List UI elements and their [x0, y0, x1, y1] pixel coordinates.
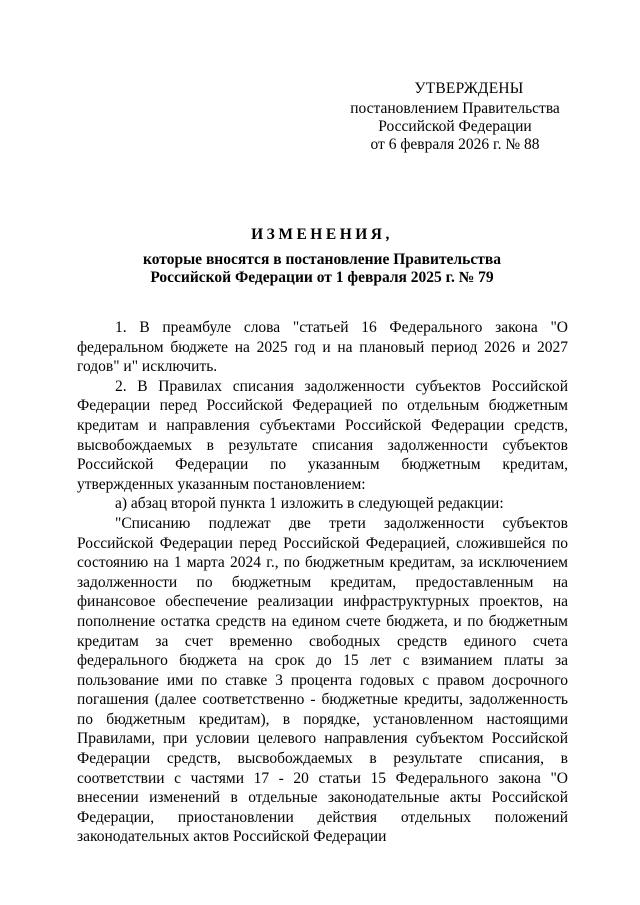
paragraph-2: 2. В Правилах списания задолженности субъектов Российской Федерации перед Российской Федерацией по отдельным бюджетным кредитам и направления субъектами Российской Федерации средств, высвобождаемых в результате списания задолженности субъектов Российской Федерации по указанным бюджетным кредитам, утвержденных указанным постановлением: [77, 377, 568, 493]
approval-line-1: постановлением Правительства [350, 100, 560, 117]
approval-title: УТВЕРЖДЕНЫ [414, 80, 524, 97]
document-body [77, 318, 568, 847]
heading-title: ИЗМЕНЕНИЯ, [251, 226, 393, 243]
heading-subtitle-2: Российской Федерации от 1 февраля 2025 г. № 79 [150, 269, 494, 286]
document-heading [76, 226, 568, 288]
heading-subtitle-1: которые вносятся в постановление Правительства [143, 250, 501, 268]
approval-line-3: от 6 февраля 2026 г. № 88 [370, 136, 540, 153]
approval-block [330, 80, 580, 154]
paragraph-3: а) абзац второй пункта 1 изложить в следующей редакции: [115, 495, 504, 513]
paragraph-4: "Списанию подлежат две трети задолженности субъектов Российской Федерации перед Российской Федерацией, сложившейся по состоянию на 1 марта 2024 г., по бюджетным кредитам, за исключением задолженности по бюджетным кредитам, предоставленным на финансовое обеспечение реализации инфраструктурных проектов, на пополнение остатка средств на едином счете бюджета, и по бюджетным кредитам за счет временно свободных средств единого счета федерального бюджета на срок до 15 лет с взиманием платы за пользование ими по ставке 3 процента годовых с правом досрочного погашения (далее соответственно - бюджетные кредиты, задолженность по бюджетным кредитам), в порядке, установленном настоящими Правилами, при условии целевого направления субъектом Российской Федерации средств, высвобождаемых в результате списания, в соответствии с частями 17 - 20 статьи 15 Федерального закона "О внесении изменений в отдельные законодательные акты Российской Федерации, приостановлении действия отдельных положений законодательных актов Российской Федерации [77, 514, 568, 846]
paragraph-1: 1. В преамбуле слова "статьей 16 Федерального закона "О федеральном бюджете на 2025 год и на плановый период 2026 и 2027 годов" и" исключить. [77, 319, 568, 376]
approval-line-2: Российской Федерации [378, 118, 532, 135]
